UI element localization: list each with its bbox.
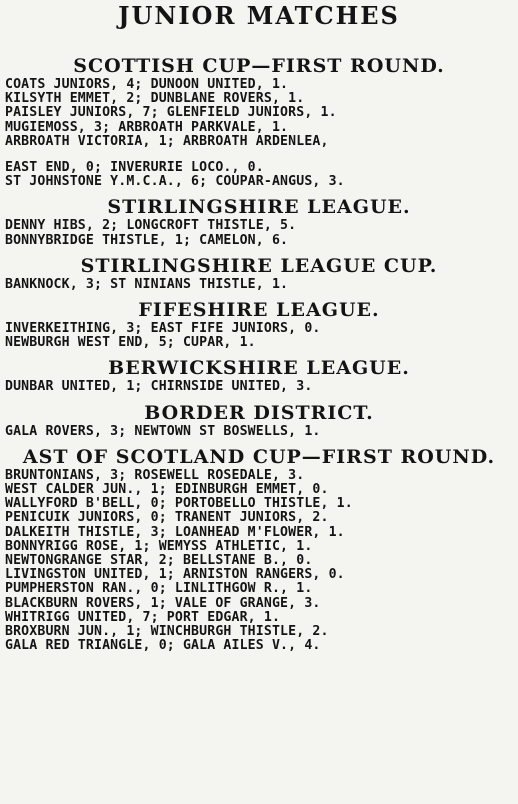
section-heading: STIRLINGSHIRE LEAGUE. bbox=[107, 196, 411, 219]
result-line: PUMPHERSTON RAN., 0; LINLITHGOW R., 1. bbox=[5, 582, 313, 597]
section-berwickshire-league bbox=[0, 356, 518, 394]
result-line: WEST CALDER JUN., 1; EDINBURGH EMMET, 0. bbox=[5, 483, 329, 498]
result-line: EAST END, 0; INVERURIE LOCO., 0. bbox=[5, 161, 264, 176]
result-line: INVERKEITHING, 3; EAST FIFE JUNIORS, 0. bbox=[5, 322, 321, 337]
result-line: DALKEITH THISTLE, 3; LOANHEAD M'FLOWER, 1. bbox=[5, 525, 345, 540]
result-line: ST JOHNSTONE Y.M.C.A., 6; COUPAR-ANGUS, 3. bbox=[5, 175, 345, 190]
section-heading: SCOTTISH CUP—FIRST ROUND. bbox=[73, 55, 445, 77]
result-line: BLACKBURN ROVERS, 1; VALE OF GRANGE, 3. bbox=[5, 596, 321, 611]
result-line: WHITRIGG UNITED, 7; PORT EDGAR, 1. bbox=[5, 610, 281, 625]
result-line: BRUNTONIANS, 3; ROSEWELL ROSEDALE, 3. bbox=[5, 468, 305, 483]
result-line: ARBROATH VICTORIA, 1; ARBROATH ARDENLEA, bbox=[5, 134, 329, 149]
result-line: LIVINGSTON UNITED, 1; ARNISTON RANGERS, 0. bbox=[5, 568, 345, 583]
section-stirlingshire-league bbox=[0, 195, 518, 247]
section-heading: AST OF SCOTLAND CUP—FIRST ROUND. bbox=[22, 445, 496, 468]
result-line: DENNY HIBS, 2; LONGCROFT THISTLE, 5. bbox=[5, 219, 297, 234]
section-heading: BERWICKSHIRE LEAGUE. bbox=[108, 357, 410, 380]
result-line: PENICUIK JUNIORS, 0; TRANENT JUNIORS, 2. bbox=[5, 511, 329, 526]
result-line: BANKNOCK, 3; ST NINIANS THISTLE, 1. bbox=[5, 277, 289, 292]
result-line: NEWTONGRANGE STAR, 2; BELLSTANE B., 0. bbox=[5, 554, 313, 569]
result-line: BONNYBRIDGE THISTLE, 1; CAMELON, 6. bbox=[5, 233, 289, 248]
result-line: KILSYTH EMMET, 2; DUNBLANE ROVERS, 1. bbox=[5, 92, 305, 107]
section-stirlingshire-league-cup bbox=[0, 254, 518, 292]
section-heading: FIFESHIRE LEAGUE. bbox=[138, 299, 380, 322]
result-line: GALA ROVERS, 3; NEWTOWN ST BOSWELLS, 1. bbox=[5, 424, 321, 439]
section-scottish-cup bbox=[0, 54, 518, 189]
result-line: PAISLEY JUNIORS, 7; GLENFIELD JUNIORS, 1. bbox=[5, 106, 337, 121]
section-heading: BORDER DISTRICT. bbox=[144, 401, 374, 424]
result-line: BONNYRIGG ROSE, 1; WEMYSS ATHLETIC, 1. bbox=[5, 539, 313, 554]
result-line: WALLYFORD B'BELL, 0; PORTOBELLO THISTLE, 1. bbox=[5, 497, 353, 512]
section-east-of-scotland-cup bbox=[0, 445, 518, 654]
section-fifeshire-league bbox=[0, 298, 518, 350]
page-title: JUNIOR MATCHES bbox=[118, 1, 400, 30]
result-line: GALA RED TRIANGLE, 0; GALA AILES V., 4. bbox=[5, 639, 321, 654]
result-line: NEWBURGH WEST END, 5; CUPAR, 1. bbox=[5, 336, 256, 351]
result-line: BROXBURN JUN., 1; WINCHBURGH THISTLE, 2. bbox=[5, 625, 329, 640]
section-border-district bbox=[0, 401, 518, 439]
result-line: COATS JUNIORS, 4; DUNOON UNITED, 1. bbox=[5, 78, 289, 92]
section-heading: STIRLINGSHIRE LEAGUE CUP. bbox=[80, 254, 438, 277]
result-line: DUNBAR UNITED, 1; CHIRNSIDE UNITED, 3. bbox=[5, 380, 313, 395]
result-line: MUGIEMOSS, 3; ARBROATH PARKVALE, 1. bbox=[5, 120, 289, 135]
